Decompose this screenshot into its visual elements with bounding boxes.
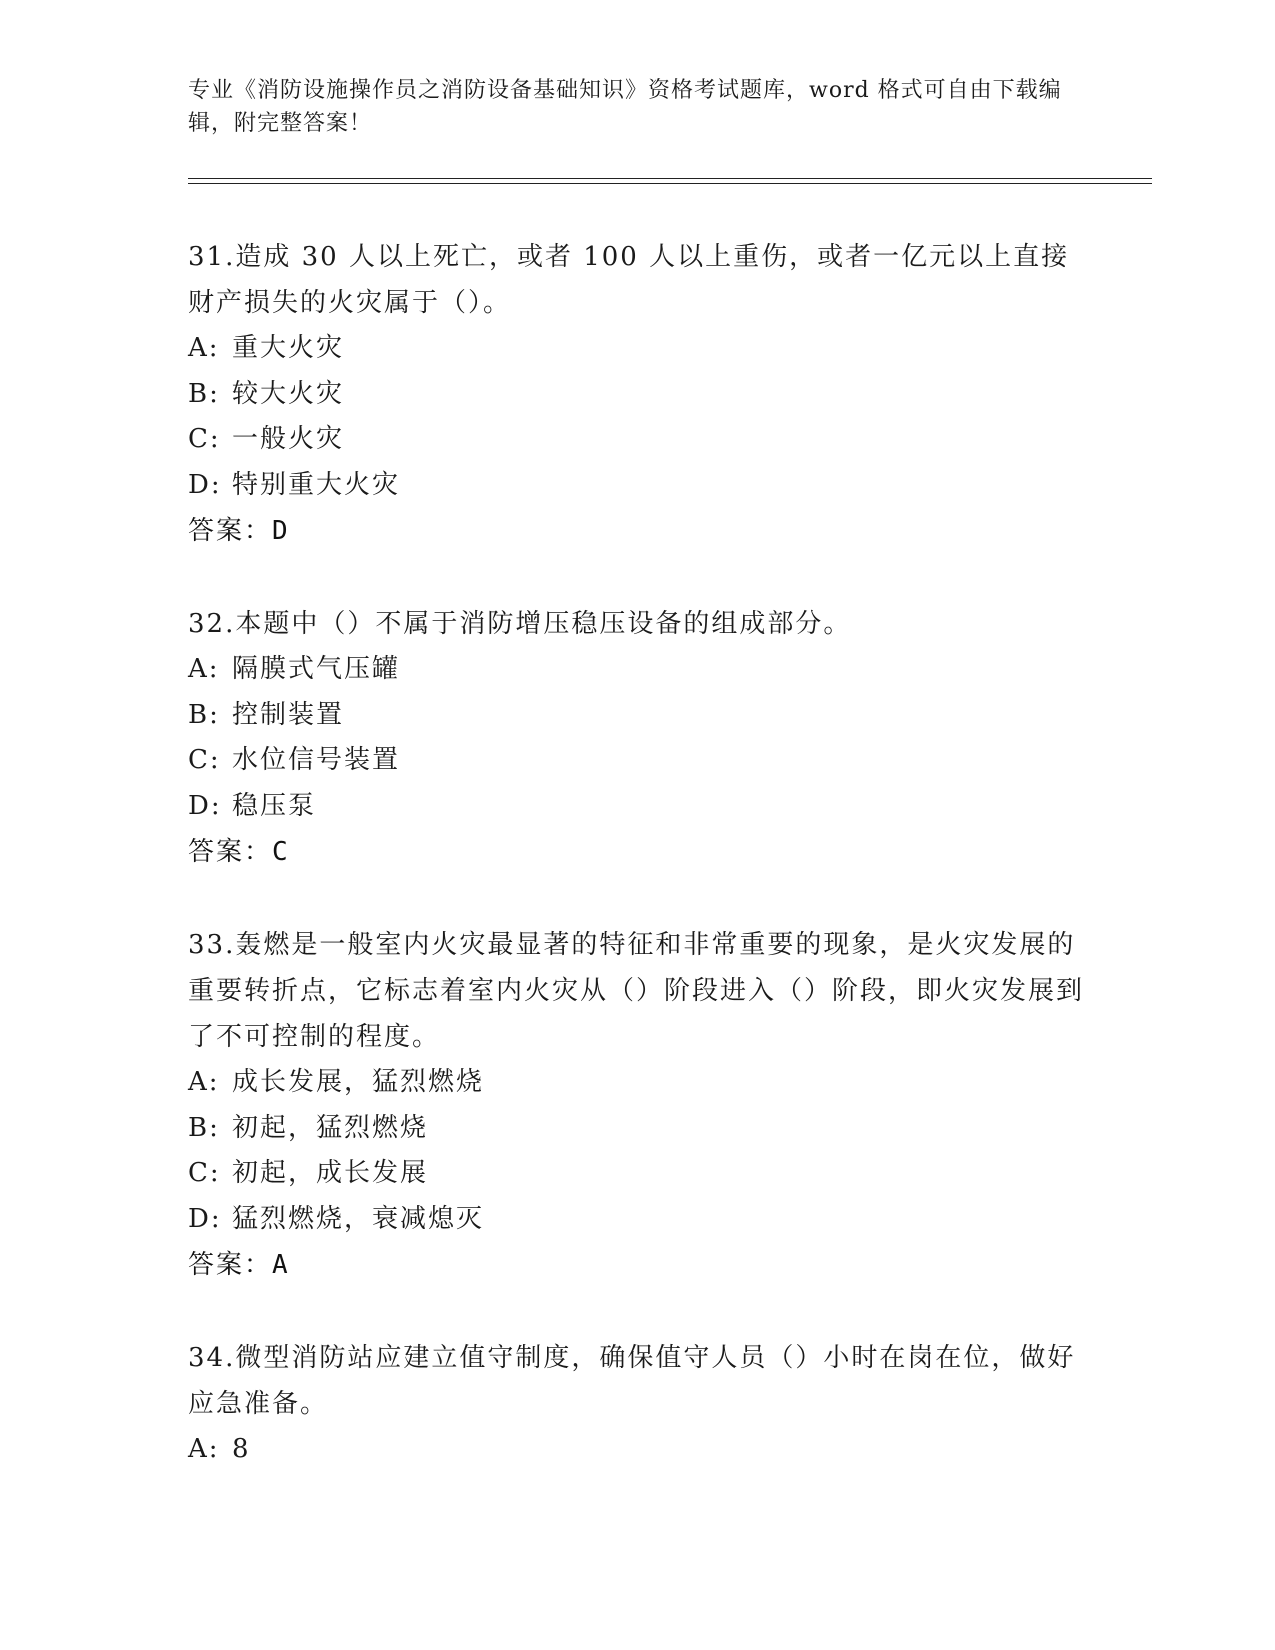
answer-label: 答案：	[188, 1250, 273, 1280]
answer-line	[188, 1242, 1088, 1288]
option-text: 初起，猛烈燃烧	[232, 1112, 429, 1143]
option-a	[188, 1060, 1088, 1106]
option-b	[188, 693, 1088, 739]
answer-line	[188, 829, 1088, 875]
question-stem: 32.本题中（）不属于消防增压稳压设备的组成部分。	[188, 609, 852, 639]
option-key: D:	[188, 469, 222, 500]
question-stem: 33.轰燃是一般室内火灾最显著的特征和非常重要的现象，是火灾发展的重要转折点，它标志着室内火灾从（）阶段进入（）阶段，即火灾发展到了不可控制的程度。	[188, 930, 1085, 1052]
header-divider-line-double	[188, 183, 1152, 184]
option-b	[188, 372, 1088, 418]
option-key: C:	[188, 424, 221, 454]
question-list	[188, 234, 1088, 1520]
option-d	[188, 463, 1088, 509]
option-key: B:	[188, 378, 220, 409]
option-d	[188, 784, 1088, 830]
question-stem: 34.微型消防站应建立值守制度，确保值守人员（）小时在岗在位，做好应急准备。	[188, 1343, 1076, 1419]
option-text: 控制装置	[232, 699, 345, 730]
option-a	[188, 326, 1088, 372]
option-key: A:	[188, 654, 220, 684]
option-d	[188, 1197, 1088, 1243]
option-text: 稳压泵	[232, 790, 317, 821]
header-note: 专业《消防设施操作员之消防设备基础知识》资格考试题库，word 格式可自由下载编辑，附完整答案！	[188, 78, 1062, 136]
answer-value: A	[272, 1250, 290, 1280]
option-text: 8	[232, 1434, 251, 1464]
answer-value: C	[272, 837, 290, 867]
answer-label: 答案：	[188, 516, 273, 546]
option-c	[188, 738, 1088, 784]
option-text: 水位信号装置	[232, 745, 401, 775]
option-a	[188, 647, 1088, 693]
option-a	[188, 1427, 1088, 1473]
answer-value: D	[272, 516, 290, 546]
option-text: 猛烈燃烧，衰减熄灭	[232, 1203, 485, 1234]
answer-line	[188, 508, 1088, 554]
answer-label: 答案：	[188, 837, 273, 867]
option-key: C:	[188, 745, 221, 775]
question-33	[188, 922, 1088, 1288]
question-34	[188, 1335, 1088, 1473]
option-key: B:	[188, 1112, 220, 1143]
question-31	[188, 234, 1088, 554]
option-text: 隔膜式气压罐	[232, 654, 401, 684]
option-c	[188, 1151, 1088, 1197]
option-key: A:	[188, 1067, 220, 1097]
option-key: A:	[188, 333, 220, 363]
option-key: C:	[188, 1158, 221, 1188]
option-text: 初起，成长发展	[232, 1158, 429, 1188]
option-text: 一般火灾	[232, 424, 345, 454]
question-32	[188, 601, 1088, 875]
option-text: 较大火灾	[232, 378, 345, 409]
option-key: D:	[188, 790, 222, 821]
option-text: 重大火灾	[232, 333, 345, 363]
option-text: 特别重大火灾	[232, 469, 401, 500]
option-c	[188, 417, 1088, 463]
option-key: A:	[188, 1434, 220, 1464]
option-b	[188, 1106, 1088, 1152]
option-text: 成长发展，猛烈燃烧	[232, 1067, 485, 1097]
question-stem: 31.造成 30 人以上死亡，或者 100 人以上重伤，或者一亿元以上直接财产损失的火灾属于（）。	[188, 242, 1070, 318]
option-key: D:	[188, 1203, 222, 1234]
header-divider-line	[188, 178, 1152, 179]
option-key: B:	[188, 699, 220, 730]
